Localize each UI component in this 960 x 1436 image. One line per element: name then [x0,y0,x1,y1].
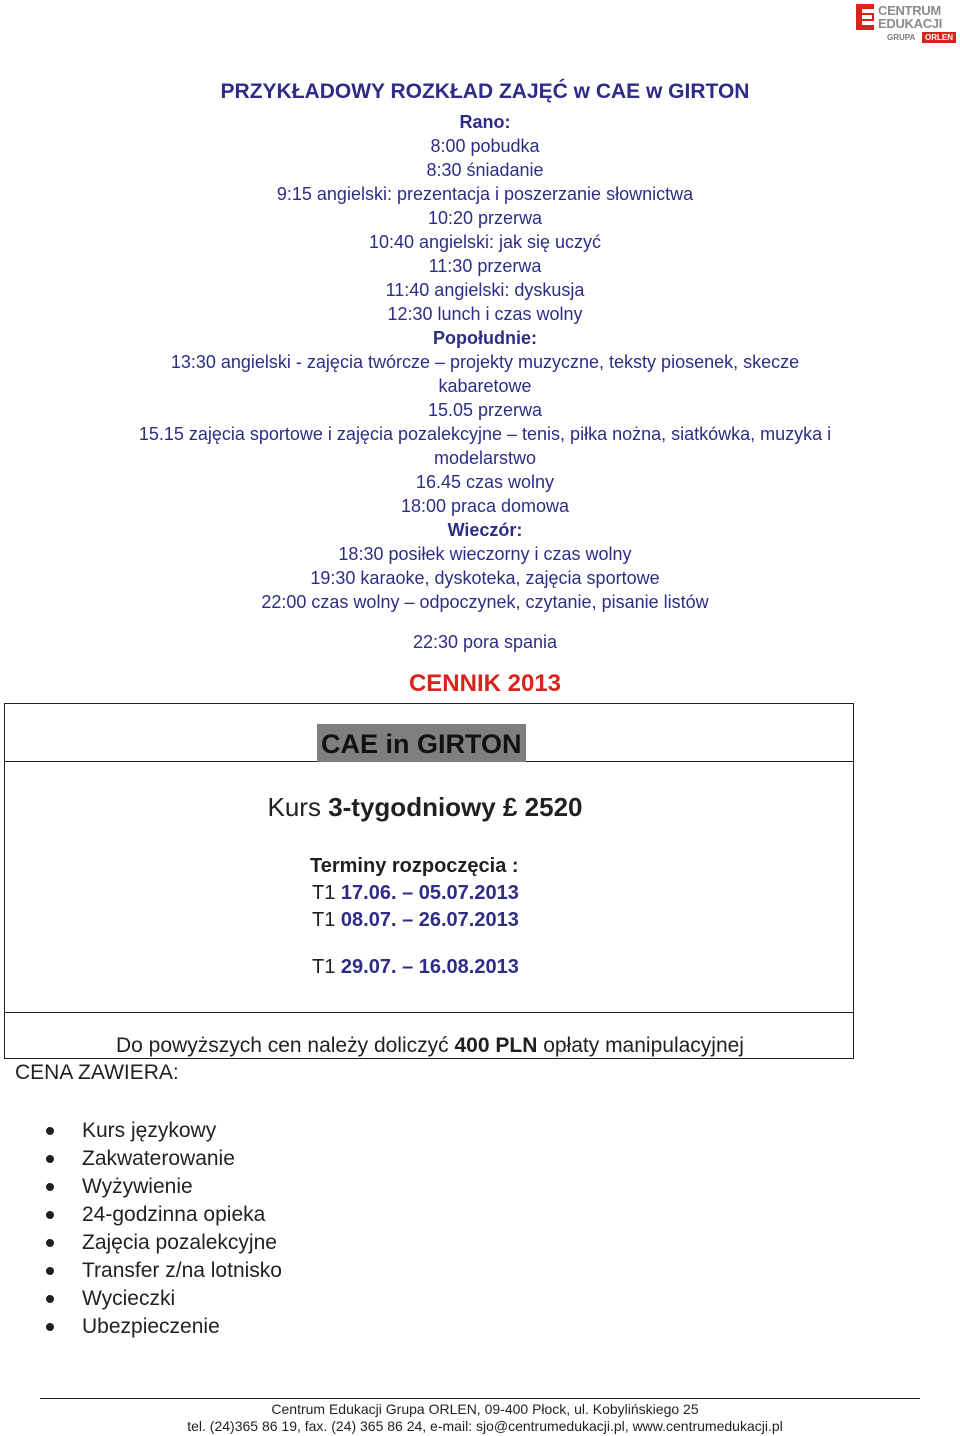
list-item [46,1313,282,1341]
logo-orlen: ORLEN [922,32,956,43]
divider [5,1012,853,1013]
logo-line2: EDUKACJI [878,16,943,31]
morning-header: Rano: [459,112,511,132]
term-row [312,882,519,905]
fee-note-after: opłaty manipulacyjnej [537,1034,744,1057]
list-item-label: Ubezpieczenie [82,1315,220,1338]
pricing-heading: CENNIK 2013 [408,670,562,697]
schedule-line: 15.05 przerwa [427,400,543,420]
course-line [0,792,850,823]
venue-label: CAE in GIRTON [317,724,526,762]
bullet-icon [46,1155,54,1163]
schedule-line: 10:40 angielski: jak się uczyć [368,232,602,252]
course-prefix: Kurs [267,792,329,822]
schedule-line: 15.15 zajęcia sportowe i zajęcia pozalekcyjne – tenis, piłka nożna, siatkówka, muzyka i [138,424,832,444]
list-item-label: Wycieczki [82,1287,176,1310]
schedule-line: 12:30 lunch i czas wolny [387,304,583,324]
logo-line1: CENTRUM [878,3,941,18]
list-item-label: Zajęcia pozalekcyjne [82,1231,277,1254]
footer-address: Centrum Edukacji Grupa ORLEN, 09-400 Płock, ul. Kobylińskiego 25 [271,1401,699,1417]
terms-header: Terminy rozpoczęcia : [310,855,519,877]
list-item-label: Transfer z/na lotnisko [82,1259,282,1282]
term-row [312,909,519,932]
footer-contact: tel. (24)365 86 19, fax. (24) 365 86 24, e-mail: sjo@centrumedukacji.pl, www.centrumedukacji.pl [187,1418,783,1434]
afternoon-header: Popołudnie: [433,328,537,348]
includes-header: CENA ZAWIERA: [15,1061,179,1084]
logo-grupa: GRUPA [887,33,916,42]
schedule-line: 10:20 przerwa [427,208,543,228]
logo [856,2,958,44]
schedule-line: 11:40 angielski: dyskusja [385,280,585,300]
evening-header: Wieczór: [447,520,523,540]
schedule-line: 19:30 karaoke, dyskoteka, zajęcia sportowe [310,568,660,588]
course-length: 3-tygodniowy [328,792,496,822]
list-item [46,1285,282,1313]
pricing-box [4,703,854,1059]
schedule-line: 9:15 angielski: prezentacja i poszerzanie słownictwa [276,184,694,204]
schedule-line: 13:30 angielski - zajęcia twórcze – projekty muzyczne, teksty piosenek, skecze [170,352,800,372]
schedule-line: 22:00 czas wolny – odpoczynek, czytanie, pisanie listów [261,592,709,612]
schedule-line: kabaretowe [438,376,532,396]
list-item-label: Wyżywienie [82,1175,193,1198]
schedule-line: 8:00 pobudka [430,136,540,156]
term-label: T1 [312,909,341,931]
bullet-icon [46,1183,54,1191]
bullet-icon [46,1239,54,1247]
list-item [46,1145,282,1173]
list-item [46,1229,282,1257]
list-item [46,1201,282,1229]
term-dates: 08.07. – 26.07.2013 [340,909,519,931]
term-row [312,956,519,979]
schedule-line: 16.45 czas wolny [415,472,555,492]
list-item [46,1117,282,1145]
schedule-line: 11:30 przerwa [428,256,542,276]
list-item [46,1257,282,1285]
term-dates: 29.07. – 16.08.2013 [340,956,519,978]
footer-divider [40,1398,920,1399]
schedule-line: 18:00 praca domowa [400,496,570,516]
fee-note-before: Do powyższych cen należy doliczyć [116,1034,455,1057]
page-title: PRZYKŁADOWY ROZKŁAD ZAJĘĆ w CAE w GIRTON [220,80,750,103]
term-label: T1 [312,882,341,904]
list-item [46,1173,282,1201]
fee-note [0,1034,860,1058]
bullet-icon [46,1323,54,1331]
fee-amount: 400 PLN [454,1034,538,1057]
schedule-line: 22:30 pora spania [412,632,558,652]
logo-mark-icon [856,4,874,30]
schedule [0,110,960,654]
course-price: £ 2520 [495,792,583,822]
includes-list [46,1117,282,1341]
list-item-label: Zakwaterowanie [82,1147,235,1170]
list-item-label: Kurs językowy [82,1119,217,1142]
bullet-icon [46,1127,54,1135]
list-item-label: 24-godzinna opieka [82,1203,266,1226]
spacer [0,614,960,630]
schedule-line: 18:30 posiłek wieczorny i czas wolny [338,544,632,564]
term-dates: 17.06. – 05.07.2013 [340,882,519,904]
term-label: T1 [312,956,341,978]
schedule-line: modelarstwo [433,448,537,468]
bullet-icon [46,1295,54,1303]
schedule-line: 8:30 śniadanie [426,160,544,180]
bullet-icon [46,1267,54,1275]
bullet-icon [46,1211,54,1219]
